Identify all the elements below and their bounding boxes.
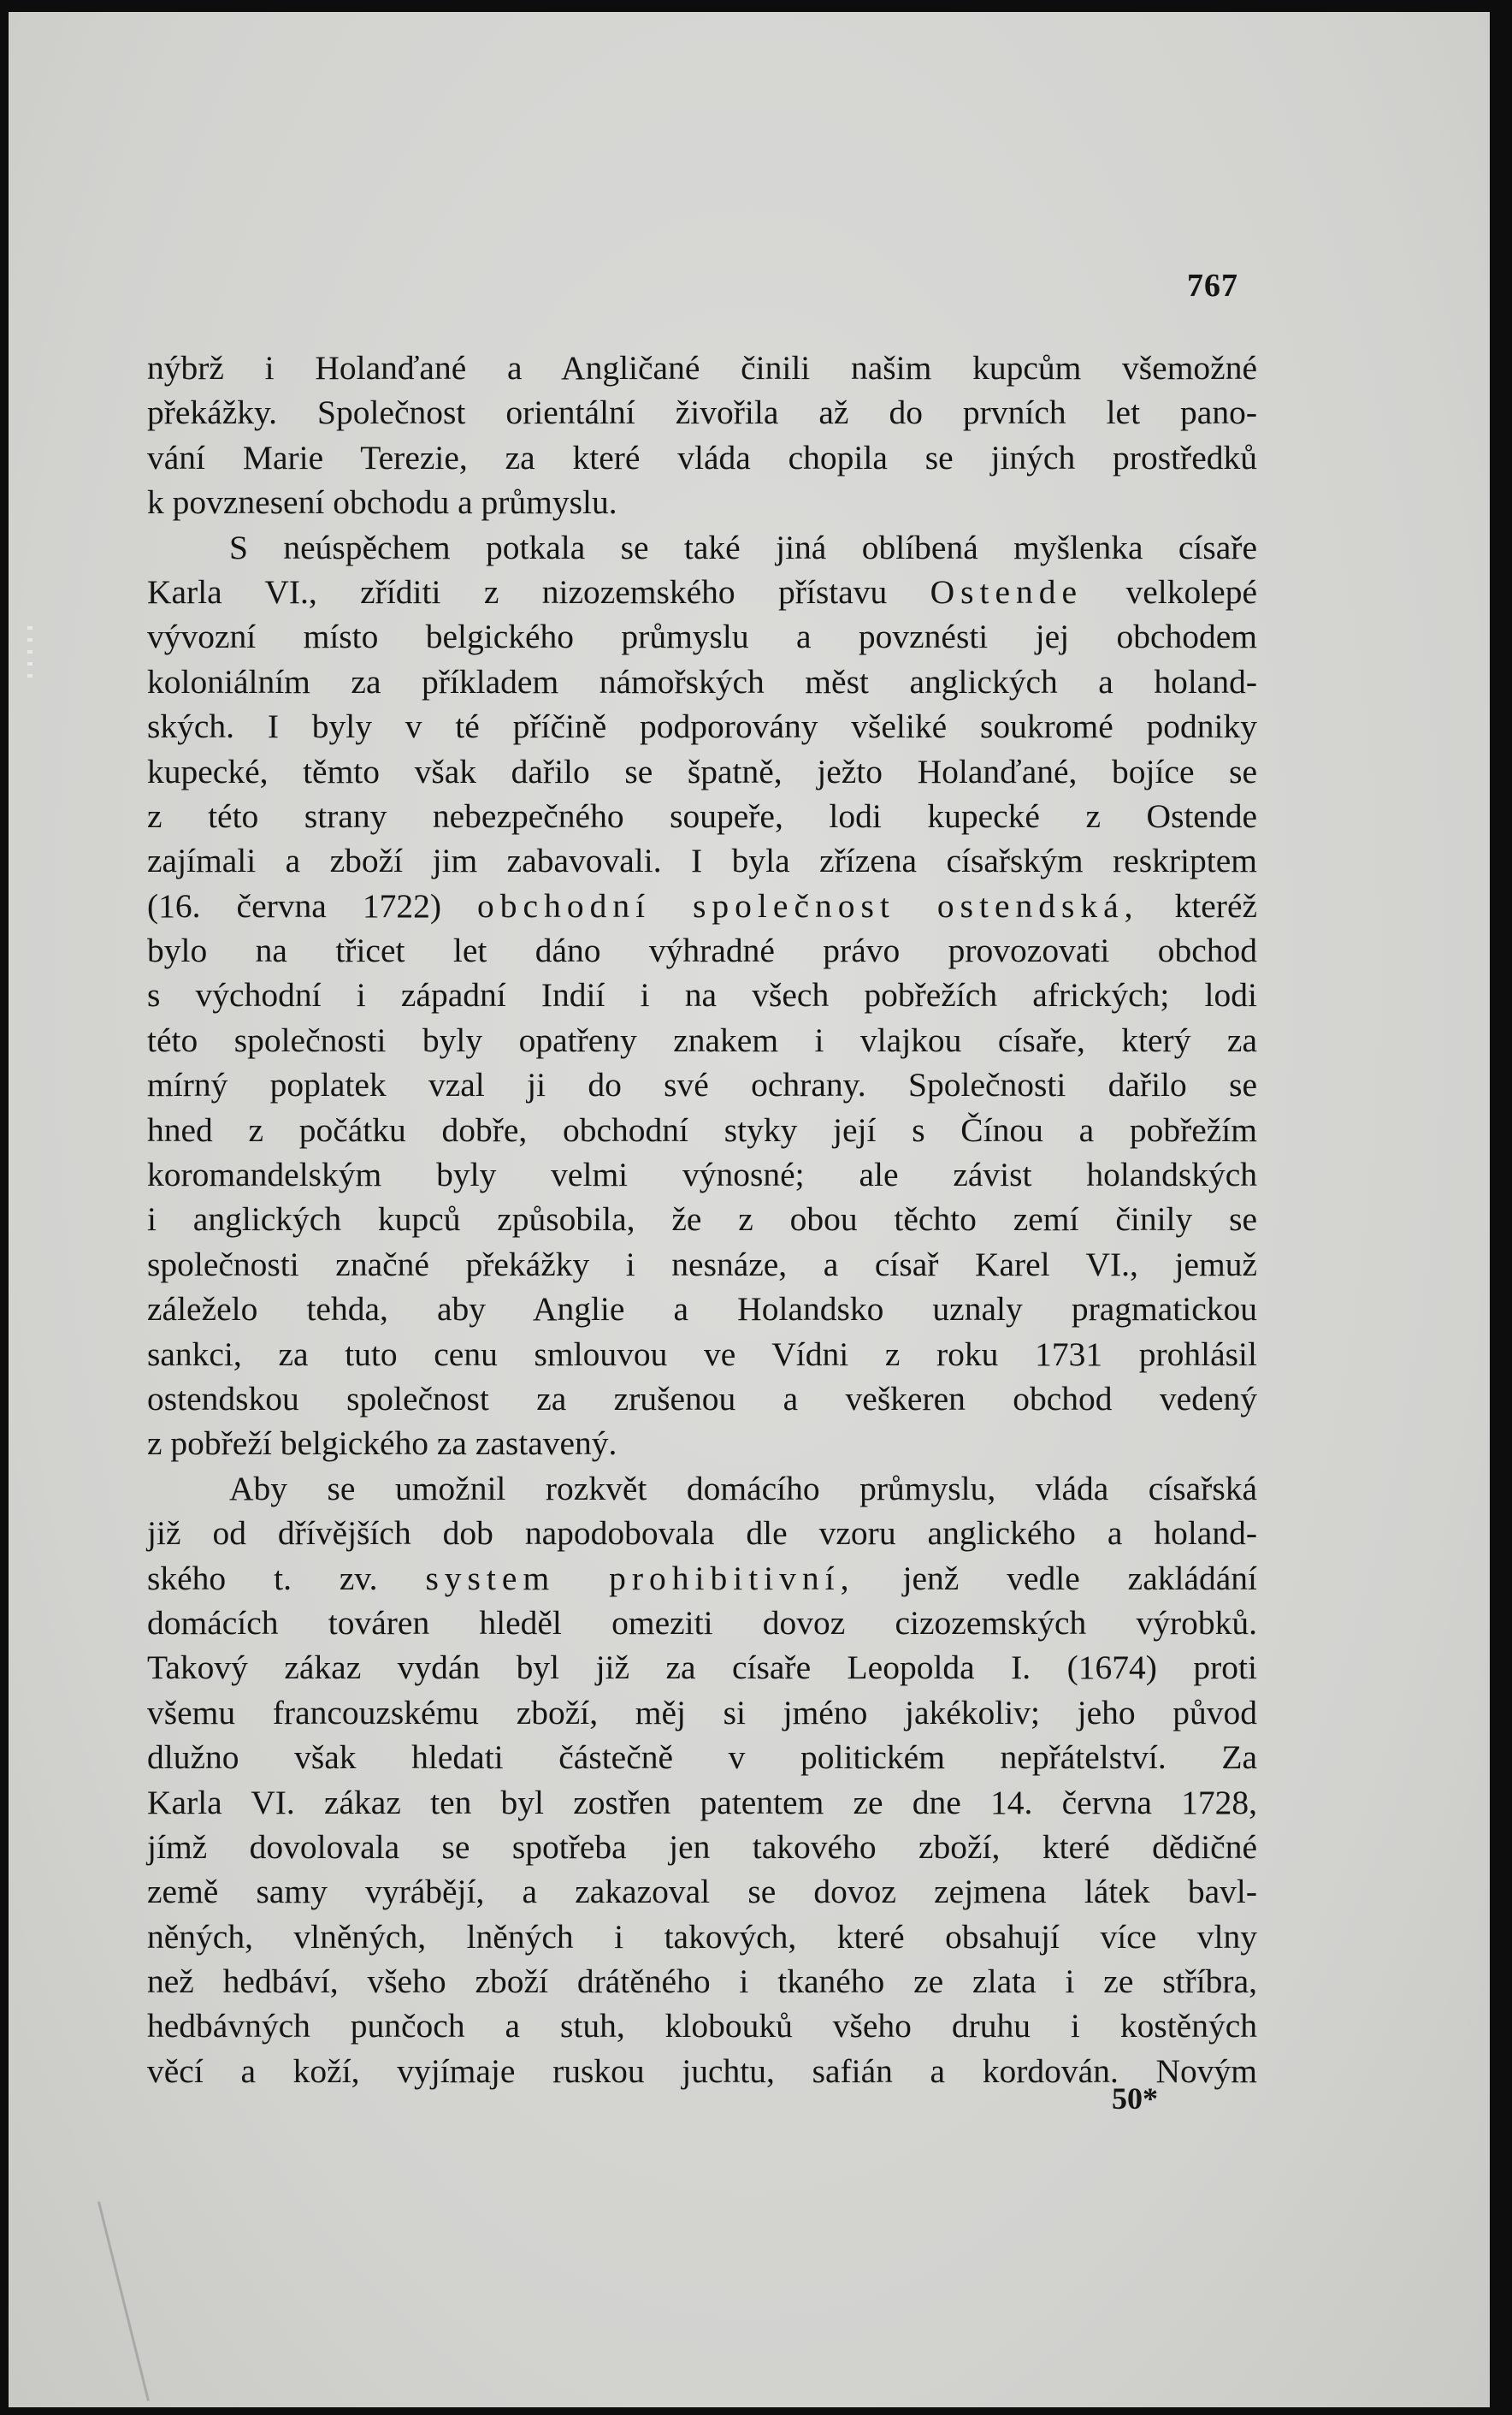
text-line: již od dřívějších dob napodobovala dle vzoru anglického a holand- — [147, 1514, 1257, 1553]
emphasized-term: obchodní společnost ostendská, — [477, 886, 1139, 925]
text-line: věcí a koží, vyjímaje ruskou juchtu, safián a kordován. Novým — [147, 2051, 1257, 2090]
text-line: mírný poplatek vzal ji do své ochrany. Společnosti dařilo se — [147, 1066, 1257, 1104]
text-line: Takový zákaz vydán byl již za císaře Leopolda I. (1674) proti — [147, 1648, 1257, 1687]
book-page — [9, 12, 1490, 2407]
paragraph-start-line: Aby se umožnil rozkvět domácího průmyslu, vláda císařská — [229, 1469, 1257, 1507]
page-number: 767 — [1187, 268, 1238, 304]
text-line: hedbávných punčoch a stuh, klobouků všeho druhu i kostěných — [147, 2007, 1257, 2045]
text-line: domácích továren hleděl omeziti dovoz cizozemských výrobků. — [147, 1603, 1257, 1642]
text-line: než hedbáví, všeho zboží drátěného i tkaného ze zlata i ze stříbra, — [147, 1962, 1257, 2001]
text-line: zajímali a zboží jim zabavovali. I byla zřízena císařským reskriptem — [147, 842, 1257, 880]
emphasized-term: Ostende — [930, 572, 1084, 611]
text-line: kupecké, těmto však dařilo se špatně, ježto Holanďané, bojíce se — [147, 752, 1257, 790]
scan-scratch — [97, 2201, 150, 2401]
text-line: vání Marie Terezie, za které vláda chopila se jiných prostředků — [147, 438, 1257, 476]
text-line: společnosti značné překážky i nesnáze, a císař Karel VI., jemuž — [147, 1245, 1257, 1283]
body-text — [147, 346, 1257, 2093]
text-segment: Karla VI., zříditi z nizozemského přístavu — [147, 572, 888, 611]
text-line: překážky. Společnost orientální živořila až do prvních let pano- — [147, 394, 1257, 432]
text-line: země samy vyrábějí, a zakazoval se dovoz zejmena látek bavl- — [147, 1873, 1257, 1911]
text-line: nýbrž i Holanďané a Angličané činili našim kupcům všemožné — [147, 349, 1257, 387]
text-line: z této strany nebezpečného soupeře, lodi kupecké z Ostende — [147, 796, 1257, 835]
text-segment: velkolepé — [1125, 572, 1257, 611]
text-line: sankci, za tuto cenu smlouvou ve Vídni z roku 1731 prohlásil — [147, 1335, 1257, 1373]
text-segment: jenž vedle zakládání — [902, 1559, 1258, 1597]
text-line: něných, vlněných, lněných i takových, které obsahují více vlny — [147, 1917, 1257, 1956]
text-line: všemu francouzskému zboží, měj si jméno jakékoliv; jeho původ — [147, 1693, 1257, 1731]
text-line: s východní i západní Indií i na všech pobřežích afrických; lodi — [147, 976, 1257, 1015]
text-line: koromandelským byly velmi výnosné; ale závist holandských — [147, 1156, 1257, 1194]
text-line — [147, 884, 1257, 928]
text-segment: (16. června 1722) — [147, 886, 441, 925]
text-line: ských. I byly v té příčině podporovány všeliké soukromé podniky — [147, 707, 1257, 746]
text-line: i anglických kupců způsobila, že z obou těchto zemí činily se — [147, 1200, 1257, 1239]
text-line: této společnosti byly opatřeny znakem i vlajkou císaře, který za — [147, 1021, 1257, 1059]
scan-artifact — [27, 626, 32, 678]
text-line: jímž dovolovala se spotřeba jen takového zboží, které dědičné — [147, 1827, 1257, 1866]
signature-mark: 50* — [1112, 2081, 1158, 2116]
text-line: ostendskou společnost za zrušenou a veškeren obchod vedený — [147, 1379, 1257, 1418]
text-line — [147, 1556, 1257, 1601]
text-line: koloniálním za příkladem námořských měst anglických a holand- — [147, 662, 1257, 701]
text-line: z pobřeží belgického za zastavený. — [147, 1424, 617, 1463]
emphasized-term: system prohibitivní, — [425, 1559, 855, 1597]
text-segment: ského t. zv. — [147, 1559, 378, 1597]
text-line: bylo na třicet let dáno výhradné právo provozovati obchod — [147, 932, 1257, 970]
text-line: vývozní místo belgického průmyslu a povznésti jej obchodem — [147, 618, 1257, 656]
text-segment: kteréž — [1174, 886, 1258, 925]
text-line: dlužno však hledati částečně v politickém nepřátelství. Za — [147, 1738, 1257, 1777]
text-line: hned z počátku dobře, obchodní styky její s Čínou a pobřežím — [147, 1110, 1257, 1149]
text-line: záleželo tehda, aby Anglie a Holandsko uznaly pragmatickou — [147, 1290, 1257, 1329]
paragraph-start-line: S neúspěchem potkala se také jiná oblíbená myšlenka císaře — [229, 528, 1257, 566]
text-line: Karla VI. zákaz ten byl zostřen patentem ze dne 14. června 1728, — [147, 1783, 1257, 1821]
text-line: k povznesení obchodu a průmyslu. — [147, 483, 617, 522]
text-line — [147, 570, 1257, 614]
